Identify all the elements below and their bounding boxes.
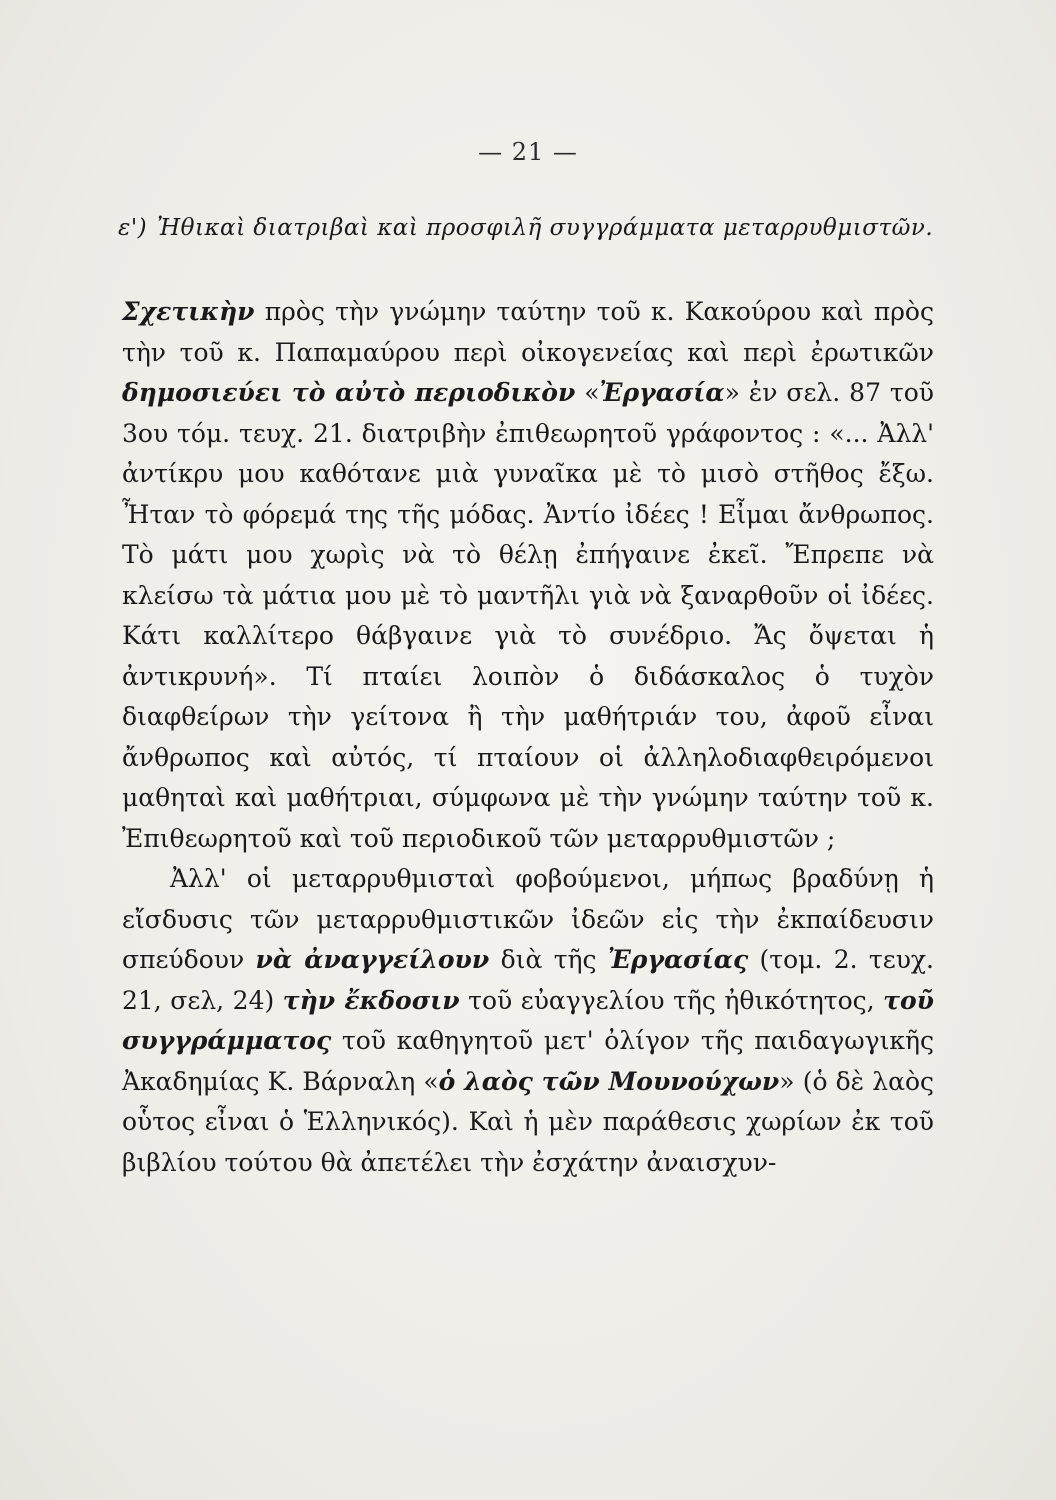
text-run: Σχετικὴν bbox=[122, 297, 255, 326]
text-run: δημοσιεύει τὸ αὐτὸ περιοδικὸν bbox=[122, 378, 576, 407]
text-run: διὰ τῆς bbox=[489, 945, 608, 974]
section-heading bbox=[118, 210, 944, 247]
text-run: τοῦ καθηγητοῦ μετ' ὀλίγον τῆς παιδαγωγικῆς Ἀκαδημίας Κ. Βάρναλη « bbox=[122, 1026, 934, 1096]
text-run: τὴν ἔκδοσιν bbox=[282, 985, 460, 1015]
text-run: (τομ. 2. τευχ. 21, σελ, 24) bbox=[122, 945, 935, 1015]
section-label: ε') bbox=[118, 215, 148, 241]
text-run: » (ὁ δὲ λαὸς οὗτος εἶναι ὁ Ἑλληνικός). Καὶ ἡ μὲν παράθεσις χωρίων ἐκ τοῦ βιβλίου τούτου θὰ ἀπετέλει τὴν ἐσχάτην ἀναισχυν- bbox=[122, 1066, 934, 1177]
text-run: ὁ λαὸς τῶν Μουνούχων bbox=[438, 1066, 780, 1096]
text-run: « bbox=[575, 378, 600, 407]
page-number: — 21 — bbox=[478, 138, 578, 166]
paragraph-2 bbox=[122, 859, 934, 1183]
section-title: Ἠθικαὶ διατριβαὶ καὶ προσφιλῆ συγγράμματα μεταρρυθμιστῶν. bbox=[157, 215, 934, 241]
text-run: νὰ ἀναγγείλουν bbox=[255, 945, 490, 974]
text-run: Ἀλλ' οἱ μεταρρυθμισταὶ φοβούμενοι, μήπως βραδύνῃ ἡ εἴσδυσις τῶν μεταρρυθμιστικῶν ἰδεῶν εἰς τὴν ἐκπαίδευσιν σπεύδουν bbox=[122, 864, 934, 974]
text-run: τοῦ εὐαγγελίου τῆς ἠθικότητος, bbox=[459, 985, 884, 1015]
text-run: » ἐν σελ. 87 τοῦ 3ου τόμ. τευχ. 21. διατριβὴν ἐπιθεωρητοῦ γράφοντος : «... Ἀλλ' ἀντίκρυ μου καθότανε μιὰ γυναῖκα μὲ τὸ μισὸ στῆθος ἔξω. Ἦταν τὸ φόρεμά της τῆς μόδας. Ἀντίο ἰδέες ! Εἶμαι ἄνθρωπος. Τὸ μάτι μου χωρὶς νὰ τὸ θέλῃ ἐπήγαινε ἐκεῖ. Ἔπρεπε νὰ κλείσω τὰ μάτια μου μὲ τὸ μαντῆλι γιὰ νὰ ξαναρθοῦν οἱ ἰδέες. Κάτι καλλίτερο θάβγαινε γιὰ τὸ συνέδριο. Ἄς ὄψεται ἡ ἀντικρυνή». Τί πταίει λοιπὸν ὁ διδάσκαλος ὁ τυχὸν διαφθείρων τὴν γείτονα ἢ τὴν μαθήτριάν του, ἀφοῦ εἶναι ἄνθρωπος καὶ αὐτός, τί πταίουν οἱ ἀλληλοδιαφθειρόμενοι μαθηταὶ καὶ μαθήτριαι, σύμφωνα μὲ τὴν γνώμην ταύτην τοῦ κ. Ἐπιθεωρητοῦ καὶ τοῦ περιοδικοῦ τῶν μεταρρυθμιστῶν ; bbox=[122, 378, 934, 853]
text-run: πρὸς τὴν γνώμην ταύτην τοῦ κ. Κακούρου καὶ πρὸς τὴν τοῦ κ. Παπαμαύρου περὶ οἰκογενείας καὶ περὶ ἐρωτικῶν bbox=[122, 297, 934, 367]
text-run: τοῦ συγγράμματος bbox=[122, 985, 934, 1055]
paragraph-1 bbox=[122, 292, 934, 859]
text-run: Ἐργασία bbox=[599, 378, 725, 407]
body-text bbox=[122, 292, 934, 1183]
text-run: Ἐργασίας bbox=[607, 945, 749, 974]
